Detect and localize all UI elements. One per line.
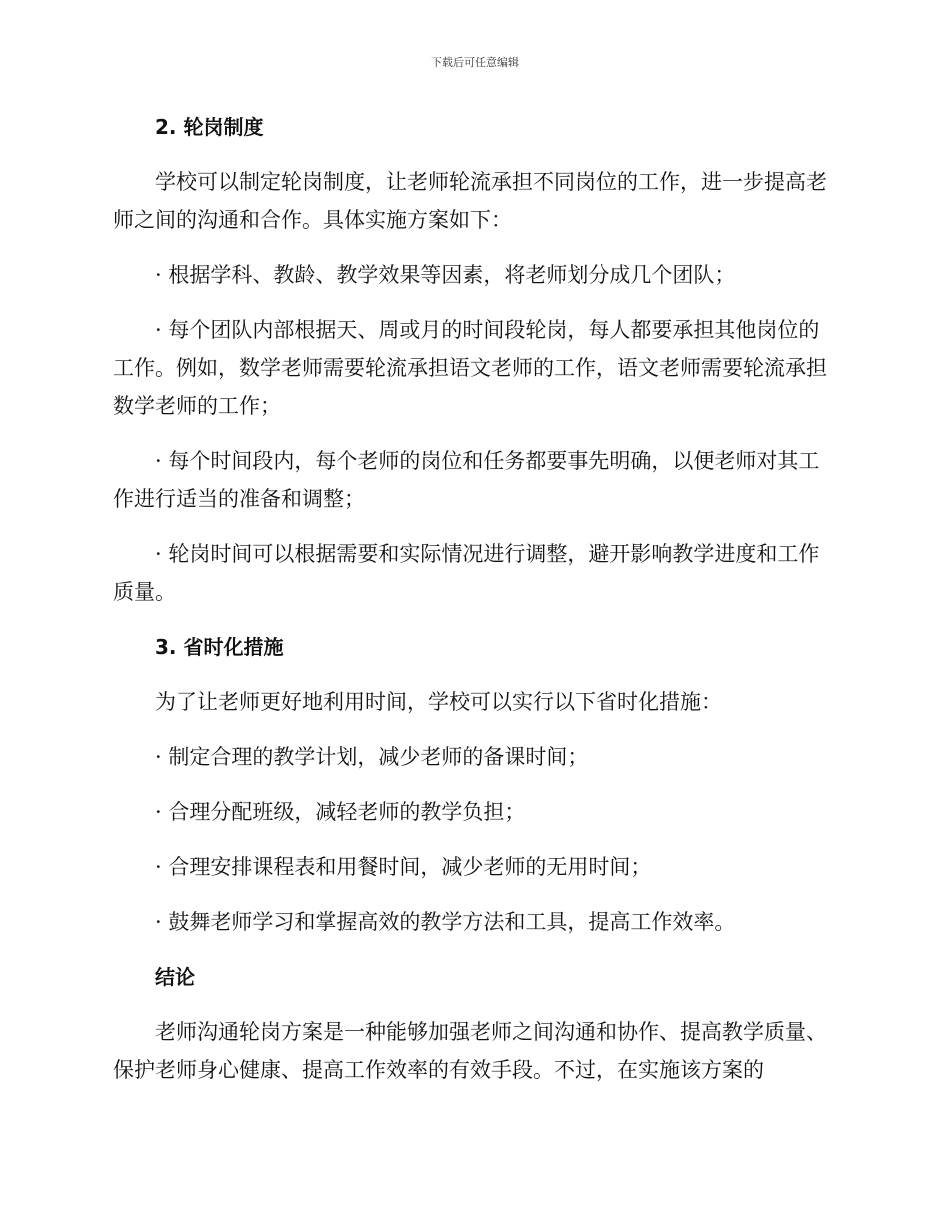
section-2-heading: 2. 轮岗制度 [155, 115, 264, 139]
conclusion-heading: 结论 [155, 965, 195, 989]
document-body [113, 108, 833, 1089]
section-2-item-2: · 每个团队内部根据天、周或月的时间段轮岗，每人都要承担其他岗位的工作。例如，数学老师需要轮流承担语文老师的工作，语文老师需要轮流承担数学老师的工作； [113, 318, 827, 418]
section-3-item-3: · 合理安排课程表和用餐时间，减少老师的无用时间； [155, 855, 652, 879]
section-2-item-1: · 根据学科、教龄、教学效果等因素，将老师划分成几个团队； [155, 263, 736, 287]
conclusion-text: 老师沟通轮岗方案是一种能够加强老师之间沟通和协作、提高教学质量、保护老师身心健康、提高工作效率的有效手段。不过，在实施该方案的 [113, 1020, 827, 1082]
section-2-item-4: · 轮岗时间可以根据需要和实际情况进行调整，避开影响教学进度和工作质量。 [113, 542, 820, 604]
section-3-item-1: · 制定合理的教学计划，减少老师的备课时间； [155, 745, 589, 769]
page-header: 下载后可任意编辑 [431, 56, 519, 69]
section-3-intro: 为了让老师更好地利用时间，学校可以实行以下省时化措施： [155, 690, 722, 714]
section-3-heading: 3. 省时化措施 [155, 635, 284, 659]
section-3-item-4: · 鼓舞老师学习和掌握高效的教学方法和工具，提高工作效率。 [155, 910, 736, 934]
section-2-intro: 学校可以制定轮岗制度，让老师轮流承担不同岗位的工作，进一步提高老师之间的沟通和合作。具体实施方案如下： [113, 170, 827, 232]
section-3-item-2: · 合理分配班级，减轻老师的教学负担； [155, 800, 526, 824]
section-2-item-3: · 每个时间段内，每个老师的岗位和任务都要事先明确，以便老师对其工作进行适当的准备和调整； [113, 449, 820, 511]
